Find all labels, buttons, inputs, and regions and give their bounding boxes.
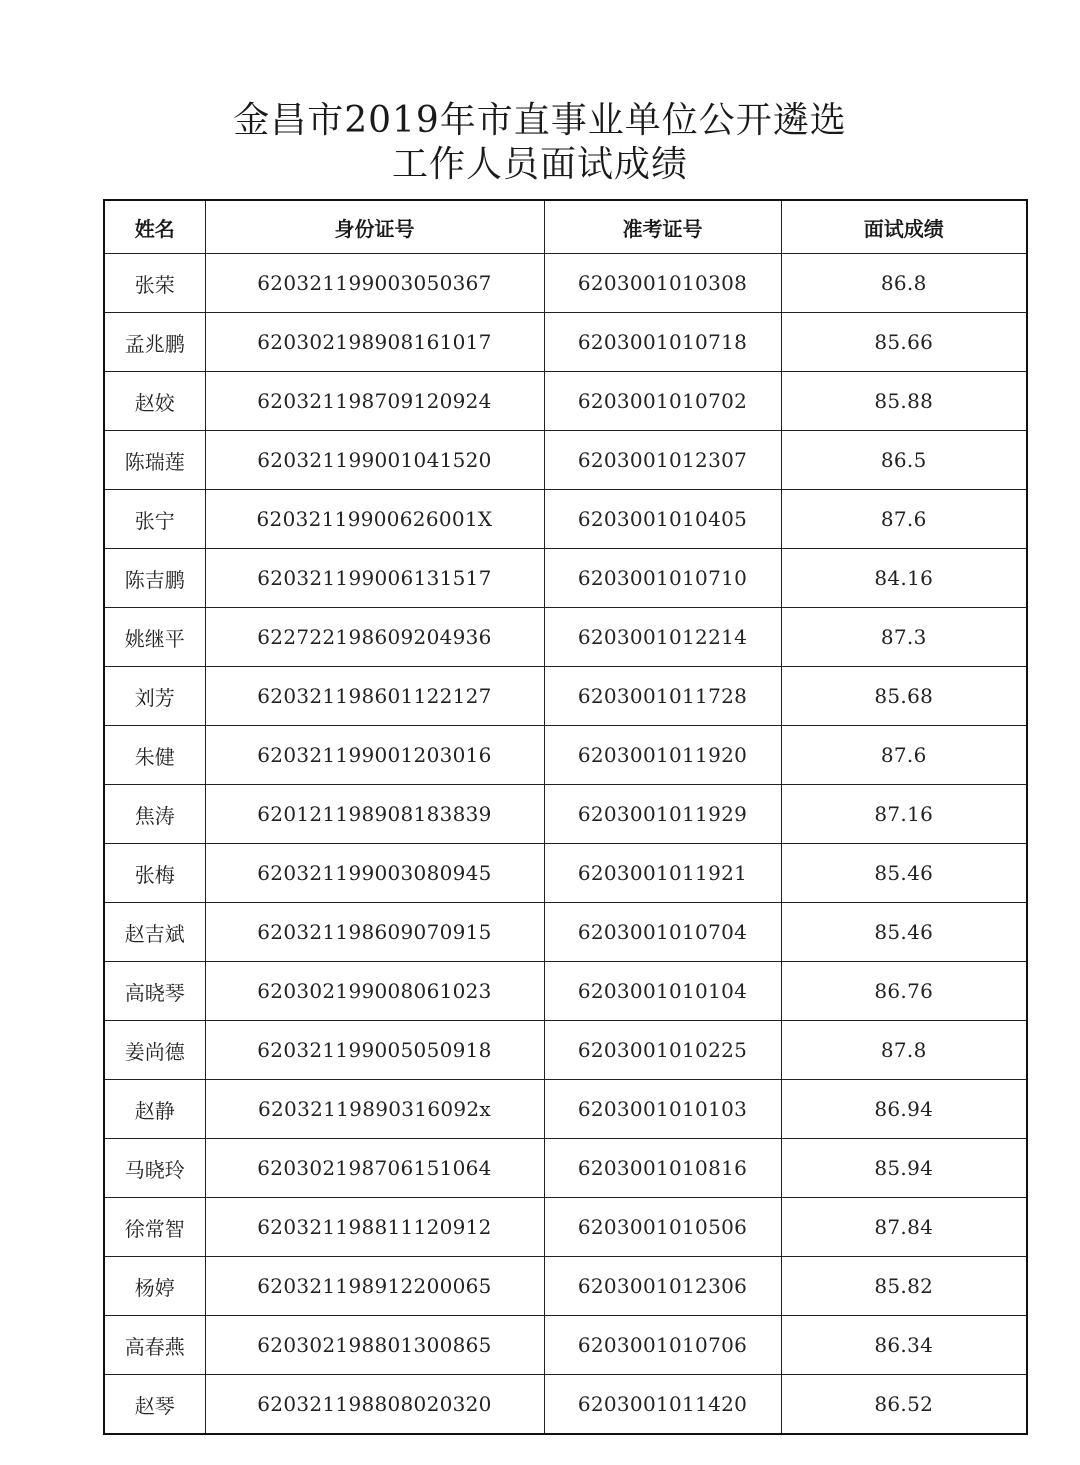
table-row xyxy=(104,785,1027,844)
cell-interview-score: 86.34 xyxy=(781,1316,1027,1375)
cell-name: 徐常智 xyxy=(104,1198,205,1257)
cell-name: 赵静 xyxy=(104,1080,205,1139)
cell-name: 马晓玲 xyxy=(104,1139,205,1198)
table-row xyxy=(104,1080,1027,1139)
table-row xyxy=(104,726,1027,785)
cell-interview-score: 87.84 xyxy=(781,1198,1027,1257)
cell-name: 高晓琴 xyxy=(104,962,205,1021)
cell-id-number: 620321198811120912 xyxy=(205,1198,544,1257)
cell-name: 陈吉鹏 xyxy=(104,549,205,608)
cell-id-number: 620321199006131517 xyxy=(205,549,544,608)
cell-id-number: 620321198609070915 xyxy=(205,903,544,962)
cell-id-number: 62032119900626001X xyxy=(205,490,544,549)
table-row xyxy=(104,1021,1027,1080)
cell-interview-score: 84.16 xyxy=(781,549,1027,608)
cell-interview-score: 85.46 xyxy=(781,844,1027,903)
table-row xyxy=(104,549,1027,608)
cell-interview-score: 85.46 xyxy=(781,903,1027,962)
cell-exam-ticket: 6203001010225 xyxy=(544,1021,781,1080)
cell-name: 姚继平 xyxy=(104,608,205,667)
cell-interview-score: 85.94 xyxy=(781,1139,1027,1198)
cell-interview-score: 86.5 xyxy=(781,431,1027,490)
cell-name: 杨婷 xyxy=(104,1257,205,1316)
cell-exam-ticket: 6203001011929 xyxy=(544,785,781,844)
cell-interview-score: 86.8 xyxy=(781,254,1027,313)
table-header-row xyxy=(104,200,1027,254)
cell-id-number: 620321199001203016 xyxy=(205,726,544,785)
cell-exam-ticket: 6203001010718 xyxy=(544,313,781,372)
table-row xyxy=(104,1257,1027,1316)
cell-interview-score: 85.66 xyxy=(781,313,1027,372)
cell-id-number: 620321198709120924 xyxy=(205,372,544,431)
table-row xyxy=(104,313,1027,372)
cell-interview-score: 87.16 xyxy=(781,785,1027,844)
cell-id-number: 620302199008061023 xyxy=(205,962,544,1021)
cell-id-number: 620321199001041520 xyxy=(205,431,544,490)
cell-exam-ticket: 6203001010710 xyxy=(544,549,781,608)
table-row xyxy=(104,1375,1027,1435)
table-row xyxy=(104,962,1027,1021)
cell-name: 陈瑞莲 xyxy=(104,431,205,490)
header-id-number: 身份证号 xyxy=(205,200,544,254)
table-row xyxy=(104,844,1027,903)
cell-id-number: 620321199003050367 xyxy=(205,254,544,313)
cell-name: 焦涛 xyxy=(104,785,205,844)
cell-exam-ticket: 6203001011920 xyxy=(544,726,781,785)
cell-interview-score: 85.68 xyxy=(781,667,1027,726)
cell-name: 刘芳 xyxy=(104,667,205,726)
table-row xyxy=(104,1316,1027,1375)
document-title-line-2: 工作人员面试成绩 xyxy=(391,144,688,185)
cell-name: 赵姣 xyxy=(104,372,205,431)
table-row xyxy=(104,372,1027,431)
cell-interview-score: 87.3 xyxy=(781,608,1027,667)
cell-id-number: 622722198609204936 xyxy=(205,608,544,667)
cell-id-number: 620321199005050918 xyxy=(205,1021,544,1080)
cell-exam-ticket: 6203001010308 xyxy=(544,254,781,313)
interview-score-table xyxy=(103,199,1028,1435)
cell-exam-ticket: 6203001010506 xyxy=(544,1198,781,1257)
cell-exam-ticket: 6203001010702 xyxy=(544,372,781,431)
cell-exam-ticket: 6203001010816 xyxy=(544,1139,781,1198)
cell-exam-ticket: 6203001010405 xyxy=(544,490,781,549)
cell-id-number: 620302198908161017 xyxy=(205,313,544,372)
cell-name: 朱健 xyxy=(104,726,205,785)
cell-interview-score: 86.94 xyxy=(781,1080,1027,1139)
table-row xyxy=(104,903,1027,962)
table-row xyxy=(104,1198,1027,1257)
cell-interview-score: 85.88 xyxy=(781,372,1027,431)
cell-id-number: 620121198908183839 xyxy=(205,785,544,844)
cell-exam-ticket: 6203001011921 xyxy=(544,844,781,903)
table-row xyxy=(104,667,1027,726)
cell-exam-ticket: 6203001010103 xyxy=(544,1080,781,1139)
cell-id-number: 620321198601122127 xyxy=(205,667,544,726)
cell-exam-ticket: 6203001012214 xyxy=(544,608,781,667)
header-exam-ticket: 准考证号 xyxy=(544,200,781,254)
cell-exam-ticket: 6203001011728 xyxy=(544,667,781,726)
cell-name: 姜尚德 xyxy=(104,1021,205,1080)
header-name: 姓名 xyxy=(104,200,205,254)
cell-name: 赵吉斌 xyxy=(104,903,205,962)
cell-interview-score: 86.76 xyxy=(781,962,1027,1021)
cell-interview-score: 87.8 xyxy=(781,1021,1027,1080)
table-row xyxy=(104,1139,1027,1198)
cell-name: 张荣 xyxy=(104,254,205,313)
header-interview-score: 面试成绩 xyxy=(781,200,1027,254)
cell-name: 张梅 xyxy=(104,844,205,903)
cell-interview-score: 86.52 xyxy=(781,1375,1027,1435)
cell-id-number: 620321198808020320 xyxy=(205,1375,544,1435)
cell-exam-ticket: 6203001011420 xyxy=(544,1375,781,1435)
cell-id-number: 620302198801300865 xyxy=(205,1316,544,1375)
document-title-line-1: 金昌市2019年市直事业单位公开遴选 xyxy=(233,100,847,141)
cell-interview-score: 85.82 xyxy=(781,1257,1027,1316)
cell-name: 赵琴 xyxy=(104,1375,205,1435)
cell-exam-ticket: 6203001010704 xyxy=(544,903,781,962)
cell-interview-score: 87.6 xyxy=(781,490,1027,549)
cell-interview-score: 87.6 xyxy=(781,726,1027,785)
cell-exam-ticket: 6203001010706 xyxy=(544,1316,781,1375)
table-row xyxy=(104,254,1027,313)
cell-id-number: 620302198706151064 xyxy=(205,1139,544,1198)
table-row xyxy=(104,608,1027,667)
cell-exam-ticket: 6203001012307 xyxy=(544,431,781,490)
cell-id-number: 620321199003080945 xyxy=(205,844,544,903)
cell-id-number: 62032119890316092x xyxy=(205,1080,544,1139)
cell-exam-ticket: 6203001010104 xyxy=(544,962,781,1021)
table-row xyxy=(104,431,1027,490)
cell-name: 孟兆鹏 xyxy=(104,313,205,372)
table-row xyxy=(104,490,1027,549)
cell-name: 张宁 xyxy=(104,490,205,549)
cell-name: 高春燕 xyxy=(104,1316,205,1375)
cell-id-number: 620321198912200065 xyxy=(205,1257,544,1316)
cell-exam-ticket: 6203001012306 xyxy=(544,1257,781,1316)
